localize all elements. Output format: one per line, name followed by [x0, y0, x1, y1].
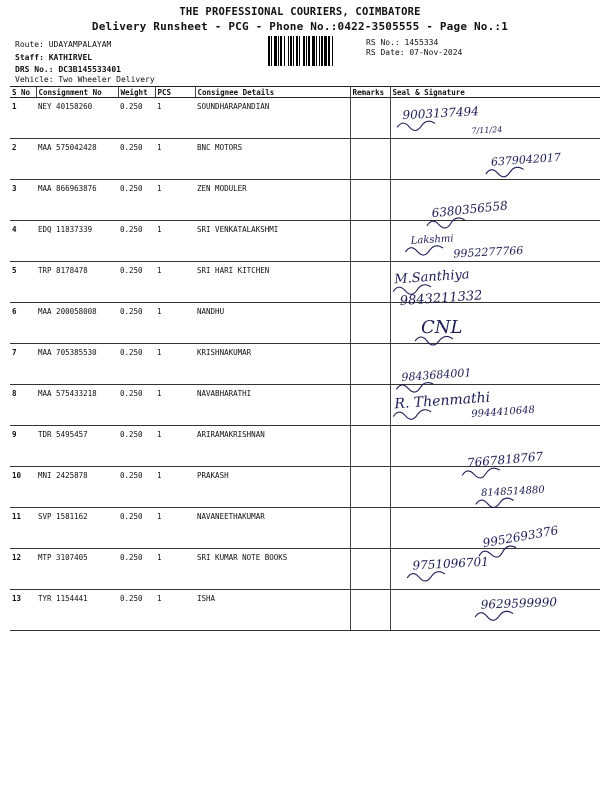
table-row — [10, 221, 600, 262]
handwritten-signature — [391, 98, 600, 144]
row-pcs: 1 — [155, 303, 195, 344]
row-remarks — [350, 508, 390, 549]
col-header-consignee: Consignee Details — [195, 87, 350, 98]
handwritten-signature — [391, 303, 600, 349]
handwritten-signature — [391, 385, 600, 431]
row-remarks — [350, 467, 390, 508]
signature-text-line1: M.Santhiya — [393, 267, 470, 288]
table-row — [10, 180, 600, 221]
handwritten-signature — [391, 549, 600, 595]
drs-line — [15, 65, 121, 74]
row-consignee: ISHA — [195, 590, 350, 631]
row-sno: 1 — [10, 98, 36, 139]
row-pcs: 1 — [155, 98, 195, 139]
row-consignment-no: MAA 575433218 — [36, 385, 118, 426]
signature-text-line1: 6379042017 — [490, 150, 561, 169]
signature-text-line1: CNL — [420, 317, 462, 338]
row-consignment-no: MAA 866963876 — [36, 180, 118, 221]
row-consignee: SOUNDHARAPANDIAN — [195, 98, 350, 139]
signature-text-line1: 9751096701 — [411, 554, 489, 573]
handwritten-signature — [391, 180, 600, 226]
drs-value: DC3B145533401 — [58, 65, 121, 74]
table-row — [10, 262, 600, 303]
route-value: UDAYAMPALAYAM — [48, 40, 112, 49]
col-header-pcs: PCS — [155, 87, 195, 98]
row-consignment-no: MAA 705385530 — [36, 344, 118, 385]
row-signature — [390, 426, 600, 470]
table-row — [10, 590, 600, 631]
row-consignee: PRAKASH — [195, 467, 350, 508]
barcode-bar — [319, 36, 320, 66]
runsheet-table — [10, 86, 600, 631]
rs-date-line — [366, 48, 462, 57]
signature-text-line2: 9944410648 — [470, 404, 535, 421]
handwritten-signature — [391, 426, 600, 472]
barcode-image — [267, 36, 357, 66]
signature-text-line1: 9003137494 — [401, 104, 479, 123]
row-consignee: ARIRAMAKRISHNAN — [195, 426, 350, 467]
row-signature — [390, 467, 600, 508]
row-remarks — [350, 590, 390, 631]
signature-text-line1: 9843684001 — [400, 366, 472, 384]
row-weight: 0.250 — [118, 262, 155, 303]
signature-text-line1: 7667818767 — [465, 449, 544, 470]
row-pcs: 1 — [155, 549, 195, 590]
row-weight: 0.250 — [118, 385, 155, 426]
signature-text-line1: 6380356558 — [430, 198, 508, 221]
barcode-bar — [312, 36, 315, 66]
col-header-weight: Weight — [118, 87, 155, 98]
vehicle-line — [15, 75, 155, 84]
row-remarks — [350, 303, 390, 344]
row-remarks — [350, 221, 390, 262]
row-signature — [390, 139, 600, 180]
row-sno: 2 — [10, 139, 36, 180]
row-consignee: KRISHNAKUMAR — [195, 344, 350, 385]
row-remarks — [350, 426, 390, 467]
table-row — [10, 467, 600, 508]
barcode-bar — [324, 36, 327, 66]
signature-text-line1: 9629599990 — [479, 595, 557, 612]
row-remarks — [350, 549, 390, 590]
staff-line — [15, 53, 92, 62]
signature-text-line1: 9952693376 — [481, 523, 559, 551]
barcode-bar — [332, 36, 333, 66]
signature-text-line1: Lakshmi — [409, 233, 454, 247]
handwritten-signature — [391, 590, 600, 636]
row-remarks — [350, 98, 390, 139]
row-consignee: NANDHU — [195, 303, 350, 344]
row-consignee: BNC MOTORS — [195, 139, 350, 180]
table-row — [10, 139, 600, 180]
rs-date-value: 07-Nov-2024 — [409, 48, 463, 57]
row-weight: 0.250 — [118, 467, 155, 508]
barcode-bar — [290, 36, 292, 66]
table-row — [10, 549, 600, 590]
signature-scribble — [396, 121, 434, 132]
signature-scribble — [485, 167, 524, 178]
row-signature — [390, 98, 600, 139]
row-consignment-no: MAA 200058008 — [36, 303, 118, 344]
barcode-bar — [296, 36, 298, 66]
barcode-bar — [268, 36, 270, 66]
row-pcs: 1 — [155, 385, 195, 426]
row-weight: 0.250 — [118, 98, 155, 139]
row-consignee: SRI KUMAR NOTE BOOKS — [195, 549, 350, 590]
row-consignment-no: MTP 3107405 — [36, 549, 118, 590]
row-pcs: 1 — [155, 467, 195, 508]
handwritten-signature — [391, 262, 600, 308]
row-sno: 9 — [10, 426, 36, 467]
row-consignee: NAVABHARATHI — [195, 385, 350, 426]
row-weight: 0.250 — [118, 303, 155, 344]
route-line — [15, 40, 111, 49]
row-sno: 8 — [10, 385, 36, 426]
signature-scribble — [392, 284, 431, 295]
row-pcs: 1 — [155, 508, 195, 549]
row-consignment-no: SVP 1581162 — [36, 508, 118, 549]
vehicle-value: Two Wheeler Delivery — [58, 75, 155, 84]
rs-date-label: RS Date: — [366, 48, 405, 57]
col-header-consignment: Consignment No — [36, 87, 118, 98]
row-pcs: 1 — [155, 262, 195, 303]
row-signature — [390, 303, 600, 344]
row-consignment-no: EDQ 11837339 — [36, 221, 118, 262]
row-pcs: 1 — [155, 426, 195, 467]
row-consignment-no: TRP 8178478 — [36, 262, 118, 303]
table-row — [10, 508, 600, 549]
barcode-bar — [288, 36, 289, 66]
row-remarks — [350, 262, 390, 303]
rs-no-line — [366, 38, 438, 47]
row-consignment-no: MAA 575042428 — [36, 139, 118, 180]
row-sno: 7 — [10, 344, 36, 385]
signature-text-line2: 9952277766 — [452, 243, 524, 261]
signature-scribble — [405, 245, 443, 256]
row-pcs: 1 — [155, 221, 195, 262]
runsheet-title: Delivery Runsheet - PCG - Phone No.:0422-3505555 - Page No.:1 — [91, 20, 509, 33]
staff-value: KATHIRVEL — [48, 53, 93, 62]
barcode-bar — [321, 36, 323, 66]
staff-label: Staff: — [15, 53, 44, 62]
table-row — [10, 98, 600, 139]
handwritten-signature — [391, 139, 600, 185]
row-sno: 4 — [10, 221, 36, 262]
row-pcs: 1 — [155, 139, 195, 180]
signature-scribble — [474, 611, 512, 621]
row-sno: 13 — [10, 590, 36, 631]
row-consignment-no: NEY 40158260 — [36, 98, 118, 139]
row-pcs: 1 — [155, 344, 195, 385]
row-remarks — [350, 180, 390, 221]
row-sno: 6 — [10, 303, 36, 344]
handwritten-signature — [391, 508, 600, 554]
row-signature — [390, 385, 600, 426]
barcode-bar — [284, 36, 285, 66]
row-remarks — [350, 385, 390, 426]
row-weight: 0.250 — [118, 139, 155, 180]
barcode-bar — [308, 36, 310, 66]
row-consignee: ZEN MODULER — [195, 180, 350, 221]
row-signature — [390, 508, 600, 549]
row-remarks — [350, 344, 390, 385]
row-weight: 0.250 — [118, 344, 155, 385]
signature-scribble — [393, 409, 432, 420]
row-pcs: 1 — [155, 180, 195, 221]
signature-text-line2: 7/11/24 — [470, 124, 503, 136]
row-sno: 12 — [10, 549, 36, 590]
barcode-bar — [328, 36, 330, 66]
row-consignee: SRI VENKATALAKSHMI — [195, 221, 350, 262]
row-sno: 5 — [10, 262, 36, 303]
barcode-bar — [280, 36, 282, 66]
signature-text-line1: R. Thenmathi — [393, 389, 491, 413]
barcode-bar — [271, 36, 272, 66]
row-consignee: NAVANEETHAKUMAR — [195, 508, 350, 549]
signature-text-line1: 8148514880 — [480, 484, 545, 500]
barcode-bar — [293, 36, 294, 66]
barcode-bar — [299, 36, 300, 66]
table-header-row — [10, 87, 600, 98]
signature-text-line2: 9843211332 — [398, 288, 483, 310]
row-sno: 10 — [10, 467, 36, 508]
row-signature — [390, 549, 600, 590]
barcode-bar — [278, 36, 279, 66]
row-signature — [390, 221, 600, 262]
row-weight: 0.250 — [118, 590, 155, 631]
row-sno: 11 — [10, 508, 36, 549]
barcode-bar — [306, 36, 307, 66]
row-consignee: SRI HARI KITCHEN — [195, 262, 350, 303]
table-row — [10, 385, 600, 426]
company-title: THE PROFESSIONAL COURIERS, COIMBATORE — [179, 6, 421, 18]
table-row — [10, 426, 600, 467]
row-pcs: 1 — [155, 590, 195, 631]
route-label: Route: — [15, 40, 44, 49]
row-signature — [390, 344, 600, 385]
row-signature — [390, 262, 600, 310]
row-consignment-no: TDR 5495457 — [36, 426, 118, 467]
col-header-remarks: Remarks — [350, 87, 390, 98]
handwritten-signature — [391, 221, 600, 267]
handwritten-signature — [391, 344, 600, 390]
rs-no-label: RS No.: — [366, 38, 400, 47]
drs-label: DRS No.: — [15, 65, 54, 74]
col-header-signature: Seal & Signature — [390, 87, 600, 98]
row-consignment-no: MNI 2425878 — [36, 467, 118, 508]
handwritten-signature — [391, 467, 600, 513]
row-sno: 3 — [10, 180, 36, 221]
table-row — [10, 344, 600, 385]
row-weight: 0.250 — [118, 426, 155, 467]
row-weight: 0.250 — [118, 508, 155, 549]
row-weight: 0.250 — [118, 549, 155, 590]
signature-scribble — [406, 571, 444, 582]
vehicle-label: Vehicle: — [15, 75, 54, 84]
barcode-bar — [316, 36, 317, 66]
row-weight: 0.250 — [118, 221, 155, 262]
rs-no-value: 1455334 — [404, 38, 439, 47]
col-header-sno: S No — [10, 87, 36, 98]
barcode-bar — [274, 36, 277, 66]
row-signature — [390, 180, 600, 221]
row-consignment-no: TYR 1154441 — [36, 590, 118, 631]
row-weight: 0.250 — [118, 180, 155, 221]
row-signature — [390, 590, 600, 631]
barcode-bar — [303, 36, 305, 66]
row-remarks — [350, 139, 390, 180]
table-row — [10, 303, 600, 344]
